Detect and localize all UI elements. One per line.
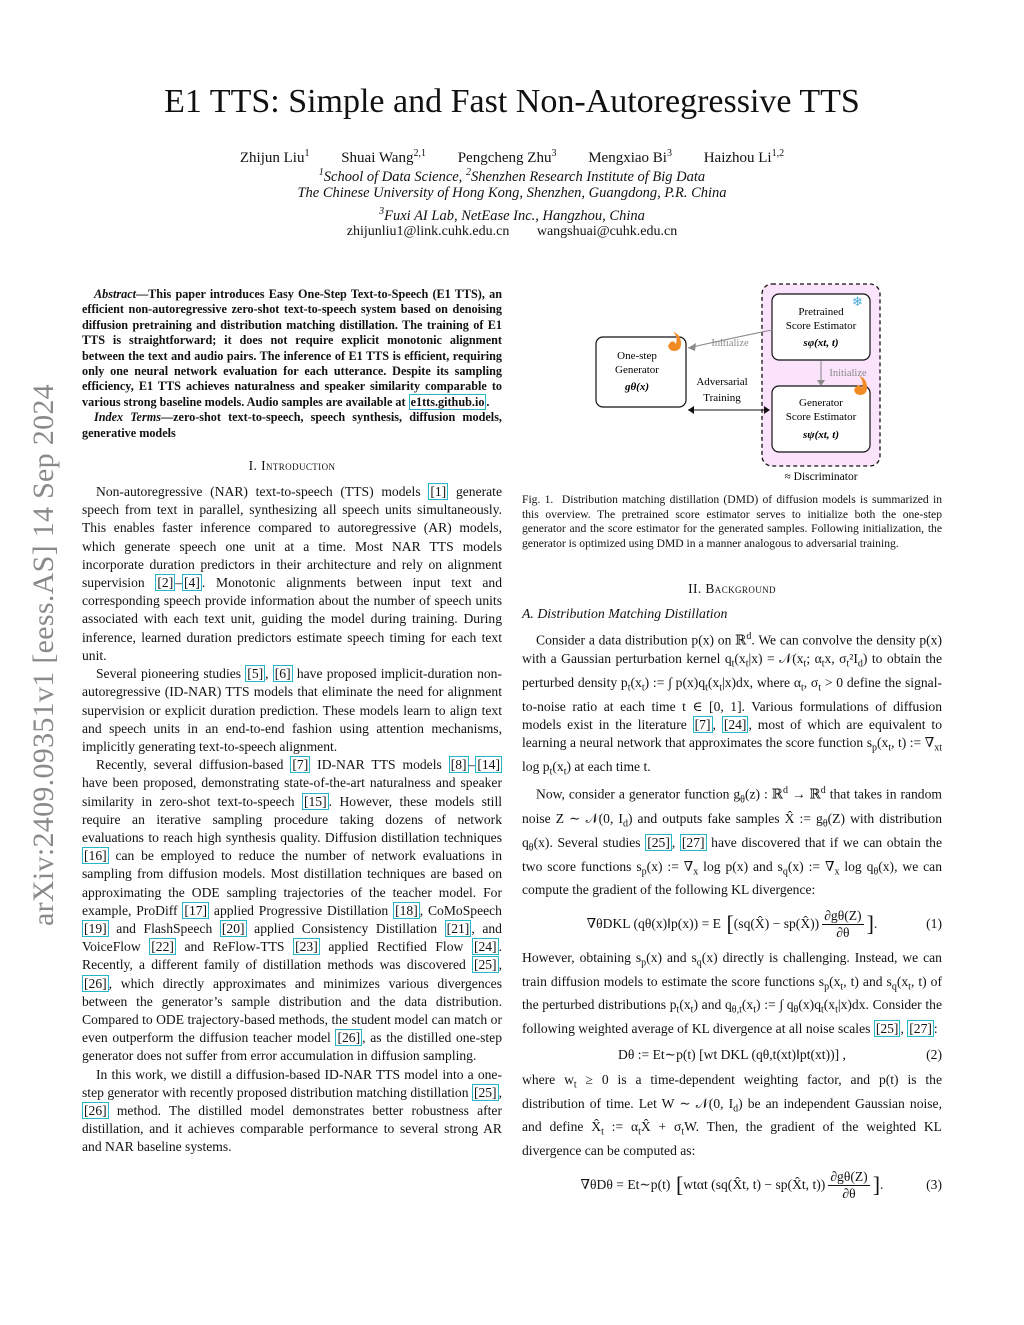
subscript: x [834,866,840,878]
citation-link[interactable]: [18] [395,902,418,918]
abstract: Abstract—This paper introduces Easy One-Step Text-to-Speech (E1 TTS), an efficient non-autoregressive zero-shot text-to-speech system based on denoising diffusion pretraining and distribution matching distillation. The training of E1 TTS is straightforward; it does not require explicit monotonic alignment between the text and audio pairs. The inference of E1 TTS is efficient, requiring only one neural network evaluation for each utterance. Despite its sampling efficiency, E1 TTS achieves naturalness and speaker similarity comparable to various strong baseline models. Audio samples are available at e1tts.github.io . [82,287,502,409]
background-paragraph-2: Now, consider a generator function $g_\theta(z)$ : ℝ$^d$ → ℝ$^d$ that takes in random noise Z ∼ 𝒩(0, $I_d$) and outputs fake samples X̂ := $g_\theta(Z)$ with distribution $q_\theta(x)$. Several studies [25] , [27] have discovered that if we can obtain the two score functions $s_p(x)$ := $\nabla_x$ log p(x) and $s_q(x)$ := $\nabla_x$ $\log q_\theta(x)$, we can compute the gradient of the following KL divergence: [522,785,943,898]
citation-link[interactable]: [7] [292,757,309,773]
subscript: t [835,1005,838,1017]
citation-link[interactable]: [25] [473,957,497,973]
section-heading-background: II. Background [688,581,776,597]
citation-link[interactable]: [26] [337,1030,361,1046]
gen-score-label-2: Score Estimator [785,411,857,423]
generator-label-1: One-step [617,350,657,362]
discriminator-label: ≈ Discriminator [784,471,858,483]
citation-link[interactable]: [14] [477,757,500,773]
paper-title: E1 TTS: Simple and Fast Non-Autoregressive TTS [164,83,860,120]
subscript: θ [873,866,879,878]
citation-link[interactable]: [24] [473,939,497,955]
author: Mengxiao Bi$^3$ [588,148,672,166]
figure-caption: Fig. 1. Distribution matching distillation (DMD) of diffusion models is summarized in this overview. The pretrained score estimator serves to initialize both the one-step generator and the score estimator for the generated samples. Following initialization, the generator is optimized using DMD in a manner analogous to adversarial training. [522,493,942,550]
citation-link[interactable]: [27] [681,834,705,850]
subscript: t [745,658,749,670]
equation-number: (1) [926,916,942,932]
email[interactable]: zhijunliu1@link.cuhk.edu.cn [346,224,510,239]
subscript: t [803,658,807,670]
pretrained-label-2: Score Estimator [785,320,857,332]
right-column [522,282,942,1210]
citation-link[interactable]: [25] [875,1021,899,1037]
subscript: x [693,866,699,878]
citation-link[interactable]: [2] [157,575,174,591]
gen-score-label-1: Generator [799,397,843,409]
subscript: t [821,1005,824,1017]
arrow-head [688,343,696,351]
subscript: t [731,658,735,670]
citation-link[interactable]: [1] [430,484,447,500]
index-terms: Index Terms—zero-shot text-to-speech, speech synthesis, diffusion models, generative models [82,410,502,440]
citation-link[interactable]: [20] [221,920,245,936]
snowflake-icon: ❄ [852,295,863,310]
equation-1: ∇θDKL (qθ(x)‖p(x)) = E [ (sq(X̂) − sp(X̂)) $\frac{\partial g\theta(Z)}{\partial\theta}$ ] . (1) [586,907,942,940]
samples-link[interactable]: e1tts.github.io [410,394,485,409]
equation-3: ∇θDθ = Et∼p(t) [ wtαt (sq(X̂t, t) − sp(X̂t, t)) $\frac{\partial g\theta(Z)}{\partial\theta}$ ] . (3) [580,1168,942,1201]
subscript: p [641,866,647,878]
subscript: t [641,682,645,694]
subscript: t [846,658,850,670]
subscript: t [638,1127,641,1139]
arrow-head [688,406,694,414]
subscript: t [627,682,631,694]
subscript: θ [740,794,745,806]
author: Haizhou Li$^{1,2}$ [703,148,785,166]
subscript: t [705,682,708,694]
subscript: p [871,743,877,755]
author: Zhijun Liu$^1$ [239,148,310,166]
subscript: p [824,981,830,993]
section-heading-introduction: I. Introduction [248,458,336,474]
pretrained-label-1: Pretrained [798,306,844,318]
subscript: θ [822,818,828,830]
subscript: θ [793,1005,799,1017]
background-paragraph-4: where $w_t \ge 0$ is a time-dependent weighting factor, and p(t) is the distribution of time. Let W ∼ 𝒩(0, $I_d$) be an independent Gaussian noise, and define $X̂_t$ := $\alpha_tX̂ + \sigma_tW$. Then, the gradient of the weighted KL divergence can be computed as: [522,1071,942,1159]
adversarial-label-2: Training [703,392,741,404]
subscript: t [840,981,844,993]
citation-link[interactable]: [19] [84,920,107,936]
equation-number: (2) [926,1046,942,1062]
author: Pengcheng Zhu$^3$ [457,148,557,166]
intro-paragraph-2: Several pioneering studies [5] , [6] have proposed implicit-duration non-autoregressive (ID-NAR) TTS models that eliminate the need for alignment supervision or explicit duration prediction. These models learn to align text and speech units in an end-to-end fashion using attention mechanisms, implicitly generating text-to-speech alignment. [82,666,502,754]
arxiv-side-stamp [18,345,70,965]
subscript: t [908,981,911,993]
citation-link[interactable]: [8] [450,757,467,773]
subscript: t [676,1005,680,1017]
subscript: q [782,866,788,878]
subscript: θ [528,842,534,854]
affiliation-line-3: $^3$Fuxi AI Lab, NetEase Inc., Hangzhou, China [379,206,645,224]
citation-link[interactable]: [7] [694,717,711,733]
affiliation-line-1: $^1$School of Data Science, $^2$Shenzhen Research Institute of Big Data [318,167,706,185]
subscript: t [690,1005,694,1017]
subscript: d [733,1103,739,1115]
subscript: t [719,682,723,694]
subscript: t [939,743,942,755]
subscript: t [818,682,822,694]
subscript: d [857,658,863,670]
pretrained-math: sφ(xt, t) [803,337,839,349]
subscript: d [622,818,628,830]
citation-link[interactable]: [26] [84,975,107,991]
arxiv-identifier: arXiv:2409.09351v1 [eess.AS] 14 Sep 2024 [27,384,61,926]
subsection-heading-dmd: A. Distribution Matching Distillation [522,606,728,622]
citation-link[interactable]: [16] [84,848,107,864]
background-paragraph-3: However, obtaining $s_p(x)$ and $s_q(x)$ directly is challenging. Instead, we can train diffusion models to estimate the score functions $s_p(x_t$, t) and $s_q(x_t$, t) of the perturbed distributions $p_t(x_t)$ and $q_{\theta,t}(x_t)$ := ∫ $q_\theta(x)q_t(x_t|x)dx$. Consider the following weighted average of KL divergence at all noise scales [25] , [27] : [522,949,943,1037]
subscript: x [934,743,940,755]
affiliation-line-2: The Chinese University of Hong Kong, Shenzhen, Guangdong, P.R. China [297,185,727,201]
subscript: t [888,743,892,755]
intro-paragraph-3: Recently, several diffusion-based [7] ID-NAR TTS models [8] – [14] have been proposed, demonstrating state-of-the-art naturalness and speaker similarity in zero-shot text-to-speech [15] . However, these models still require an iterative sampling procedure taking dozens of network evaluations to reach high synthesis quality. Diffusion distillation techniques [16] can be employed to reduce the number of network evaluations in sampling from diffusion models. Most distillation techniques are based on approximating the ODE sampling trajectories of the teacher model. For example, ProDiff [17] applied Progressive Distillation [18] , CoMoSpeech [19] and FlashSpeech [20] applied Consistency Distillation [21] , and VoiceFlow [22] and ReFlow-TTS [23] applied Rectified Flow [24] . Recently, a different family of distillation methods was discovered [25] , [26] , which directly approximates and minimizes various divergences between the generator’s sample distribution and the data distribution. Compared to ODE trajectory-based methods, the student model can match or even outperform the diffusion teacher model [26] , as the distilled one-step generator does not suffer from error accumulation in diffusion sampling. [82,757,502,1064]
citation-link[interactable]: [5] [247,666,264,682]
citation-link[interactable]: [17] [184,902,208,918]
background-paragraph-1: Consider a data distribution p(x) on ℝ$^d$. We can convolve the density p(x) with a Gaussian perturbation kernel $q_t(x_t|x)$ = $𝒩(x_t$; $\alpha_tx$, $\sigma_t^2I_d$) to obtain the perturbed density $p_t(x_t)$ := ∫ $p(x)q_t(x_t|x)dx$, where $\alpha_t$, $\sigma_t > 0$ define the signal-to-noise ratio at each time t ∈ [0, 1]. Various formulations of diffusion models exist in the literature [7] , [24] , most of which are equivalent to learning a neural network that approximates the score function $s_p(x_t$, t) := $\nabla_{xt}$ $\log p_t(x_t)$ at each time t. [522,631,943,778]
adversarial-label-1: Adversarial [696,376,748,388]
initialize-label-1: Initialize [711,338,749,349]
citation-link[interactable]: [22] [151,939,174,955]
citation-link[interactable]: [26] [84,1102,107,1118]
citation-link[interactable]: [25] [647,834,670,850]
citation-link[interactable]: [6] [274,666,291,682]
citation-link[interactable]: [23] [295,939,318,955]
citation-link[interactable]: [27] [909,1021,932,1037]
subscript: t [549,767,553,778]
generator-label-2: Generator [615,364,659,376]
subscript: q [891,981,897,993]
dmd-diagram-svg [522,282,942,487]
subscript: t [821,658,825,670]
citation-link[interactable]: [21] [446,920,470,936]
subscript: q [696,957,702,969]
citation-link[interactable]: [25] [473,1084,497,1100]
superscript: d [746,631,752,643]
email-list [0,222,1024,242]
generator-math: gθ(x) [624,381,650,393]
figure-dmd-diagram [522,282,942,487]
citation-link[interactable]: [24] [723,717,747,733]
superscript: d [820,785,826,797]
email[interactable]: wangshuai@cuhk.edu.cn [536,224,678,239]
subscript: t [601,1127,604,1139]
gen-score-math: sψ(xt, t) [802,429,840,441]
subscript: t [753,1005,756,1017]
initialize-label-2: Initialize [829,368,867,379]
intro-paragraph-1: Non-autoregressive (NAR) text-to-speech (TTS) models [1] generate speech from text in parallel, synthesizing all speech units simultaneously. This enables faster inference compared to autoregressive (AR) models, which generate speech one unit at a time. Most NAR TTS models incorporate duration predictors in their architecture and rely on alignment supervision [2] – [4] . Monotonic alignments between input text and corresponding speech provide information about the number of speech units associated with each text unit, guiding the model during training. During inference, learned duration predictors estimate speech timing for each text unit. [82,484,503,663]
subscript: t [800,682,804,694]
subscript: t [681,1127,685,1139]
equation-2: Dθ := Et∼p(t) [wt DKL (qθ,t(xt)‖pt(xt))] , (2) [618,1046,942,1062]
subscript: θ,t [731,1005,742,1017]
subscript: p [641,957,647,969]
subscript: t [573,1079,577,1091]
citation-link[interactable]: [4] [184,575,200,591]
citation-link[interactable]: [15] [303,793,327,809]
intro-paragraph-4: In this work, we distill a diffusion-based ID-NAR TTS model into a one-step generator with recently proposed distribution matching distillation [25] , [26] method. The distilled model demonstrates better robustness after distillation, and it achieves comparable performance to several strong AR and NAR baseline systems. [82,1066,502,1155]
equation-number: (3) [926,1177,942,1193]
left-column [82,287,502,1157]
subscript: t [563,767,567,778]
author: Shuai Wang$^{2,1}$ [341,148,426,166]
superscript: d [783,785,789,797]
